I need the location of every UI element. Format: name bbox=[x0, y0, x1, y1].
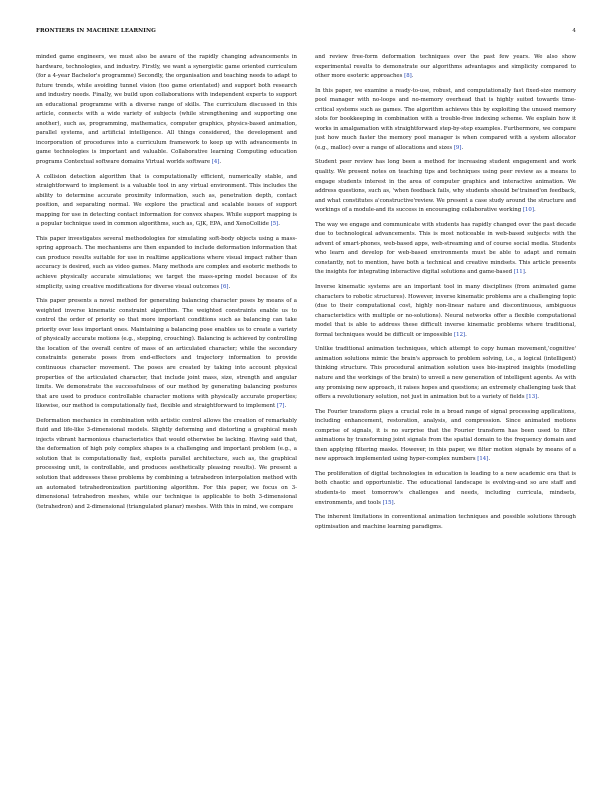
citation-link[interactable]: [15] bbox=[382, 499, 394, 506]
paragraph: Deformation mechanics in combination with artistic control allows the creation of remarkably fluid and life-like 3-dimensional models. Slightly deforming and distorting a graphical mesh injects vibrant harmonious characteristics that would otherwise be lacking. Having said that, the deformation of high poly complex shapes is a challenging and important problem (e.g., a solution that is computationally fast, exploits parallel architecture, such as, the graphical processing unit, is controllable, and produces aesthetically pleasing results). We present a solution that addresses these problems by combining a tetrahedron interpolation method with an automated tetrahedronization partitioning algorithm. For this paper, we focus on 3-dimensional tetrahedron meshes, while our technique is applicable to both 3-dimensional (tetrahedron) and 2-dimensional (triangulated planar) meshes. With this in mind, we compare bbox=[36, 417, 297, 510]
paragraph: The Fourier transform plays a crucial role in a broad range of signal processing applications, including enhancement, restoration, analysis, and compression. Since animated motions comprise of signals, it is no surprise that the Fourier transform has been used to filter animations by transforming joint signals from the spatial domain to the frequency domain and then applying filtering masks. However, in this paper, we filter motion signals by means of a new approach implemented using hyper-complex numbers [14]. bbox=[315, 408, 576, 463]
paragraph: This paper presents a novel method for generating balancing character poses by means of a weighted inverse kinematic constraint algorithm. The weighted constraints enable us to control the order of priority so that more important conditions such as balancing can take priority over less important ones. Maintaining a balancing pose enables us to create a variety of physically accurate motions (e.g., stepping, crouching). Balancing is achieved by controlling the location of the overall centre of mass of an articulated character; while the secondary constraints generate poses from end-effectors and trajectory information to provide continuous character movement. The poses are created by taking into account physical properties of the articulated character, that include joint mass, size, strength and angular limits. We demonstrate the successfulness of our method by generating balancing postures that are used to produce controllable character motions with physically accurate properties; likewise, our method is computationally fast, flexible and straightforward to implement [7]. bbox=[36, 298, 297, 410]
paragraph: The inherent limitations in conventional animation techniques and possible solutions through optimisation and machine learning paradigms. bbox=[315, 514, 576, 530]
left-column bbox=[36, 53, 297, 779]
right-column bbox=[315, 53, 576, 779]
citation-link[interactable]: [6] bbox=[220, 283, 229, 290]
citation-link[interactable]: [4] bbox=[211, 159, 220, 166]
citation-link[interactable]: [5] bbox=[270, 221, 279, 228]
citation-link[interactable]: [10] bbox=[522, 207, 534, 214]
paragraph: In this paper, we examine a ready-to-use, robust, and computationally fast fixed-size memory pool manager with no-loops and no-memory overhead that is highly suited towards time-critical systems such as games. The algorithm achieves this by exploiting the unused memory slots for bookkeeping in combination with a trouble-free indexing scheme. We explain how it works in amalgamation with straightforward step-by-step examples. Furthermore, we compare just how much faster the memory pool manager is when compared with a system allocator (e.g., malloc) over a range of allocations and sizes [9]. bbox=[315, 87, 576, 151]
citation-link[interactable]: [14] bbox=[477, 456, 489, 463]
citation-link[interactable]: [12] bbox=[454, 331, 466, 338]
running-head bbox=[36, 28, 576, 38]
paragraph: The way we engage and communicate with students has rapidly changed over the past decade due to technological advancements. This is most noticeable in web-based subjects with the advent of smart-phones, web-based apps, web-streaming and of course social media. Students who learn and develop for web-based environments must be able to adapt and remain constantly, not to mention, have both a technical and creative mindsets. This article presents the insights for integrating interactive digital solutions and game-based [11]. bbox=[315, 221, 576, 276]
paragraph: minded game engineers, we must also be aware of the rapidly changing advancements in hardware, technologies, and industry. Firstly, we want a synergistic game oriented curriculum (for a 4-year Bachelor's programme) Secondly, the organisation and teaching needs to adapt to future trends, while avoiding tunnel vision (too game orientated) and support both research and industry needs. Finally, we build upon collaborations with independent experts to support an educational programme with a diverse range of skills. The curriculum discussed in this article, connects with a wide variety of subjects (while strengthening and supporting one another), such as, programming, mathematics, computer graphics, physics-based animation, parallel systems, and artificial intelligence. All things considered, the development and incorporation of procedures into a curriculum framework to keep up with advancements in game technologies is important and valuable. Collaborative learning Computing education programs Contextual software domains Virtual worlds software [4]. bbox=[36, 54, 297, 166]
paragraph: The proliferation of digital technologies in education is leading to a new academic era that is both chaotic and opportunistic. The educational landscape is evolving-and so are staff and students-to meet tomorrow's challenges and needs, including curricula, mindsets, environments, and tools [15]. bbox=[315, 470, 576, 506]
paragraph: Inverse kinematic systems are an important tool in many disciplines (from animated game characters to robotic structures). However, inverse kinematic problems are a challenging topic (due to their computational cost, highly non-linear nature and discontinuous, ambiguous characteristics with multiple or no-solutions). Neural networks offer a flexible computational model that is able to address these difficult inverse kinematic problems where traditional, formal techniques would be difficult or impossible [12]. bbox=[315, 284, 576, 338]
paragraph: Unlike traditional animation techniques, which attempt to copy human movement,'cognitive' animation solutions mimic the brain's approach to problem solving, i.e., a logical (intelligent) thinking structure. This procedural animation solution uses bio-inspired insights (modelling nature and the workings of the brain) to unveil a new generation of intelligent agents. As with any promising new approach, it raises hopes and questions; an extremely challenging task that offers a revolutionary solution, not just in animation but to a variety of fields [13]. bbox=[315, 346, 576, 401]
citation-link[interactable]: [7] bbox=[276, 403, 285, 410]
running-title: FRONTIERS IN MACHINE LEARNING bbox=[36, 28, 156, 34]
paragraph: and review free-form deformation techniques over the past few years. We also show experimental results to demonstrate our algorithms advantages and simplicity compared to other more esoteric approaches [8]. bbox=[315, 54, 576, 80]
page-number: 4 bbox=[572, 28, 576, 34]
citation-link[interactable]: [8] bbox=[404, 73, 412, 80]
citation-link[interactable]: [9] bbox=[453, 144, 462, 151]
citation-link[interactable]: [13] bbox=[526, 394, 538, 401]
paragraph: This paper investigates several methodologies for simulating soft-body objects using a mass- spring approach. The mechanisms are then expanded to include deformation information that can produce results suitable for use in realtime applications where visual impact rather than accuracy is desired, such as video games. Many methods are complex and esoteric methods to achieve physically accurate simulations; we target the mass-spring model because of its simplicity, using creative modifications for diverse visual outcomes [6]. bbox=[36, 235, 297, 290]
paragraph: A collision detection algorithm that is computationally efficient, numerically stable, and straightforward to implement is a valuable tool in any virtual environment. This includes the ability to determine accurate proximity information, such as, penetration depth, contact position, and separating normal. We explore the practical and scalable issues of support mapping for use in detecting contact information for convex shapes. While support mapping is a popular technique used in common algorithms, such as, GJK, EPA, and XenoCollide [5]. bbox=[36, 173, 297, 228]
paragraph: Student peer review has long been a method for increasing student engagement and work quality. We present notes on teaching tips and techniques using peer review as a means to engage students interest in the area of computer graphics and interactive animation. We address questions, such as, 'when feedback fails, why students should be'trained'on feedback, and what constitutes a'constructive'review. We present a case study around the structure and workings of a module-and its success in encouraging collaborative working [10]. bbox=[315, 159, 576, 214]
citation-link[interactable]: [11] bbox=[513, 269, 525, 276]
